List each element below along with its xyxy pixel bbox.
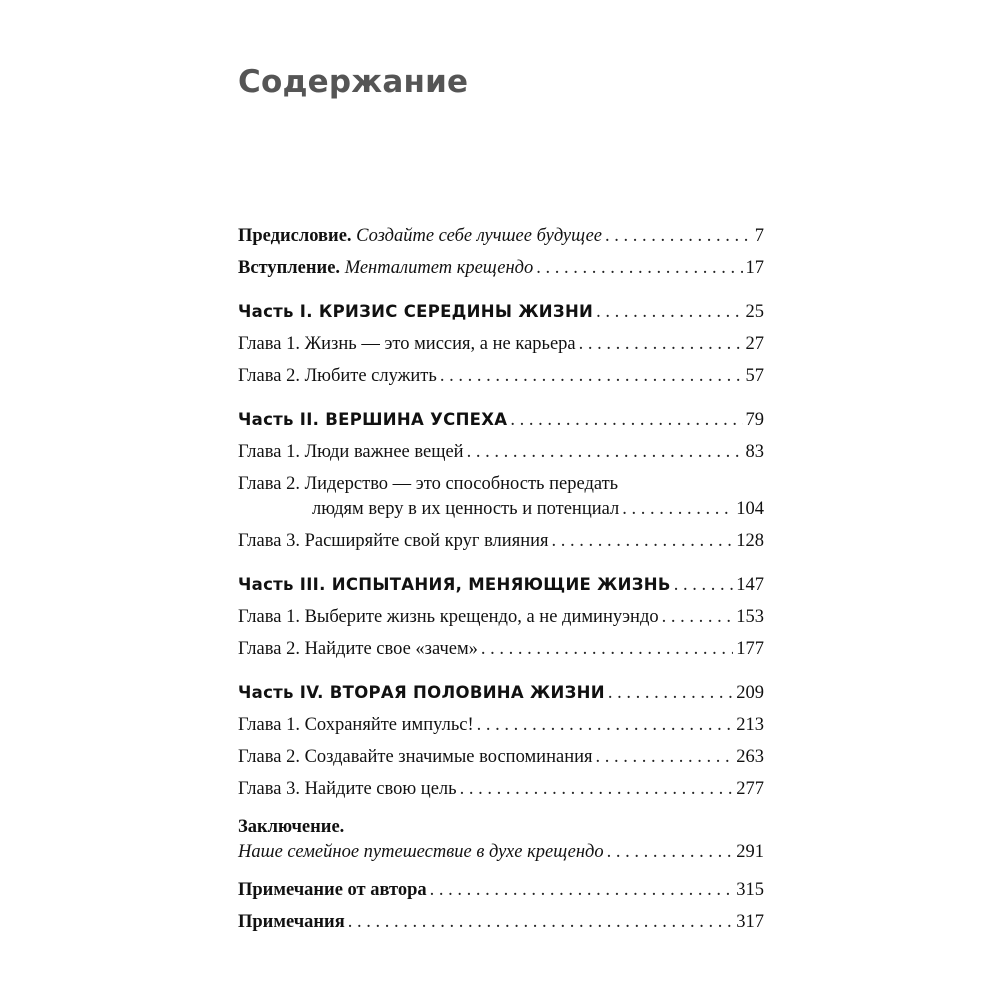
- chapter-title: Глава 1. Люди важнее вещей: [238, 442, 464, 462]
- part-title: Часть III. ИСПЫТАНИЯ, МЕНЯЮЩИЕ ЖИЗНЬ: [238, 575, 671, 594]
- part-title: Часть I. КРИЗИС СЕРЕДИНЫ ЖИЗНИ: [238, 302, 594, 321]
- dot-leader: [467, 442, 743, 463]
- toc-chapter-line-2[interactable]: [238, 499, 764, 531]
- entry-title: Создайте себе лучшее будущее: [356, 226, 602, 246]
- page-number: 317: [736, 912, 764, 932]
- dot-leader: [596, 302, 742, 323]
- toc-author-note[interactable]: [238, 880, 764, 912]
- dot-leader: [674, 575, 733, 596]
- page-number: 209: [736, 683, 764, 703]
- page-number: 25: [745, 302, 764, 322]
- toc-conclusion-line-1[interactable]: [238, 817, 764, 842]
- page-number: 277: [736, 779, 764, 799]
- toc-entry-preface[interactable]: [238, 226, 764, 258]
- dot-leader: [536, 258, 742, 279]
- dot-leader: [477, 715, 734, 736]
- dot-leader: [460, 779, 734, 800]
- chapter-title: Глава 2. Создавайте значимые воспоминания: [238, 747, 593, 767]
- dot-leader: [622, 499, 733, 520]
- chapter-title: Глава 1. Жизнь — это миссия, а не карьера: [238, 334, 576, 354]
- chapter-title: Глава 2. Любите служить: [238, 366, 437, 386]
- dot-leader: [430, 880, 734, 901]
- chapter-title: Глава 2. Найдите свое «зачем»: [238, 639, 478, 659]
- toc-chapter[interactable]: [238, 334, 764, 366]
- entry-prefix: Предисловие.: [238, 226, 352, 246]
- dot-leader: [605, 226, 752, 247]
- dot-leader: [607, 842, 734, 863]
- entry-prefix: Заключение.: [238, 817, 345, 837]
- toc-part-3[interactable]: [238, 575, 764, 607]
- page-number: 263: [736, 747, 764, 767]
- toc-entry-introduction[interactable]: [238, 258, 764, 290]
- toc-chapter[interactable]: [238, 779, 764, 811]
- chapter-title: Глава 1. Выберите жизнь крещендо, а не диминуэндо: [238, 607, 659, 627]
- chapter-title: Глава 2. Лидерство — это способность передать: [238, 474, 619, 494]
- toc-chapter[interactable]: [238, 639, 764, 671]
- toc-notes[interactable]: [238, 912, 764, 944]
- toc-chapter[interactable]: [238, 607, 764, 639]
- part-title: Часть IV. ВТОРАЯ ПОЛОВИНА ЖИЗНИ: [238, 683, 605, 702]
- toc-part-2[interactable]: [238, 410, 764, 442]
- table-of-contents: [238, 226, 764, 944]
- entry-title: Примечание от автора: [238, 880, 427, 900]
- page-number: 128: [736, 531, 764, 551]
- chapter-title: Глава 1. Сохраняйте импульс!: [238, 715, 474, 735]
- toc-chapter[interactable]: [238, 747, 764, 779]
- page-number: 315: [736, 880, 764, 900]
- toc-part-1[interactable]: [238, 302, 764, 334]
- page-number: 27: [745, 334, 764, 354]
- entry-prefix: Вступление.: [238, 258, 341, 278]
- page-number: 57: [745, 366, 764, 386]
- dot-leader: [348, 912, 734, 933]
- chapter-title: Глава 3. Найдите свою цель: [238, 779, 457, 799]
- page-title: Содержание: [238, 64, 469, 100]
- chapter-title: Глава 3. Расширяйте свой круг влияния: [238, 531, 549, 551]
- toc-chapter[interactable]: [238, 366, 764, 398]
- toc-chapter[interactable]: [238, 715, 764, 747]
- page-number: 7: [754, 226, 764, 246]
- page-number: 147: [736, 575, 764, 595]
- entry-title: Примечания: [238, 912, 345, 932]
- page-number: 153: [736, 607, 764, 627]
- toc-part-4[interactable]: [238, 683, 764, 715]
- toc-chapter-line-1[interactable]: [238, 474, 764, 499]
- toc-chapter[interactable]: [238, 442, 764, 474]
- dot-leader: [608, 683, 733, 704]
- dot-leader: [510, 410, 742, 431]
- dot-leader: [579, 334, 743, 355]
- page-number: 291: [736, 842, 764, 862]
- entry-title: Менталитет крещендо: [344, 258, 534, 278]
- page-number: 83: [745, 442, 764, 462]
- chapter-title-continued: людям веру в их ценность и потенциал: [312, 499, 620, 519]
- dot-leader: [552, 531, 734, 552]
- dot-leader: [662, 607, 734, 628]
- dot-leader: [481, 639, 733, 660]
- entry-title: Наше семейное путешествие в духе крещендо: [238, 842, 604, 862]
- page-number: 177: [736, 639, 764, 659]
- page-number: 17: [745, 258, 764, 278]
- toc-conclusion-line-2[interactable]: [238, 842, 764, 874]
- page-number: 79: [745, 410, 764, 430]
- page-number: 104: [736, 499, 764, 519]
- toc-chapter[interactable]: [238, 531, 764, 563]
- part-title: Часть II. ВЕРШИНА УСПЕХА: [238, 410, 508, 429]
- dot-leader: [440, 366, 743, 387]
- dot-leader: [596, 747, 734, 768]
- page-number: 213: [736, 715, 764, 735]
